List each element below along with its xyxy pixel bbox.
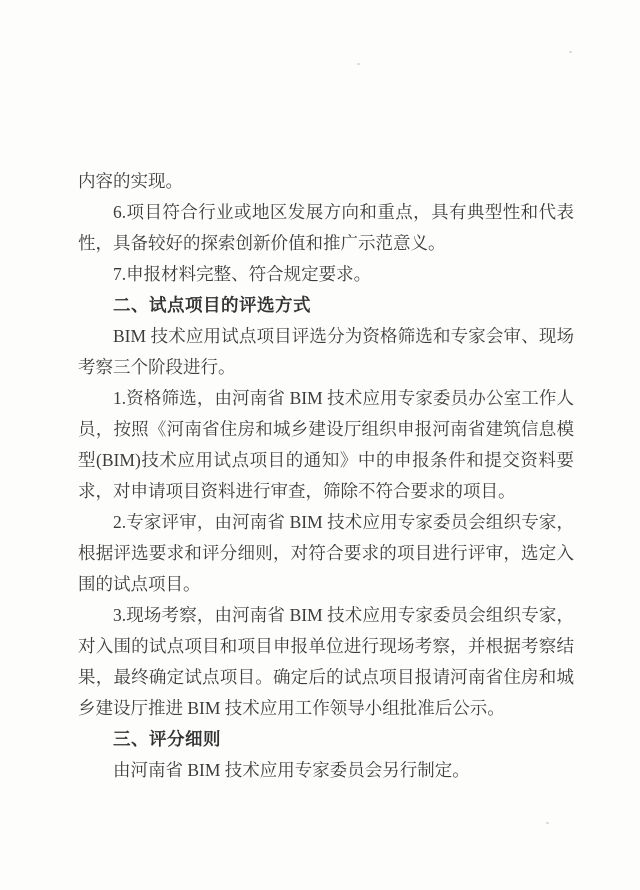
section-3-body-paragraph: 由河南省 BIM 技术应用专家委员会另行制定。 [113,760,470,780]
clause-7-paragraph: 7.申报材料完整、符合规定要求。 [113,264,372,284]
scan-speck [569,51,572,53]
section-3-heading: 三、评分细则 [113,729,221,749]
clause-6-paragraph: 6.项目符合行业或地区发展方向和重点，具有典型性和代表性，具备较好的探索创新价值和推广示范意义。 [78,202,574,253]
paragraph-continuation: 内容的实现。 [78,171,183,191]
step-2-review-paragraph: 2.专家评审，由河南省 BIM 技术应用专家委员会组织专家，根据评选要求和评分细则，对符合要求的项目进行评审，选定入围的试点项目。 [78,512,574,594]
scan-speck [546,822,549,824]
section-2-intro-paragraph: BIM 技术应用试点项目评选分为资格筛选和专家会审、现场考察三个阶段进行。 [78,326,574,377]
step-1-screening-paragraph: 1.资格筛选，由河南省 BIM 技术应用专家委员办公室工作人员，按照《河南省住房和城乡建设厅组织申报河南省建筑信息模型(BIM)技术应用试点项目的通知》中的申报条件和提交资料要求，对申请项目资料进行审查，筛除不符合要求的项目。 [78,388,574,501]
section-2-heading: 二、试点项目的评选方式 [113,295,311,315]
step-3-inspection-paragraph: 3.现场考察，由河南省 BIM 技术应用专家委员会组织专家，对入围的试点项目和项目申报单位进行现场考察，并根据考察结果，最终确定试点项目。确定后的试点项目报请河南省住房和城乡建设厅推进 BIM 技术应用工作领导小组批准后公示。 [78,605,574,718]
scan-speck [357,63,360,65]
